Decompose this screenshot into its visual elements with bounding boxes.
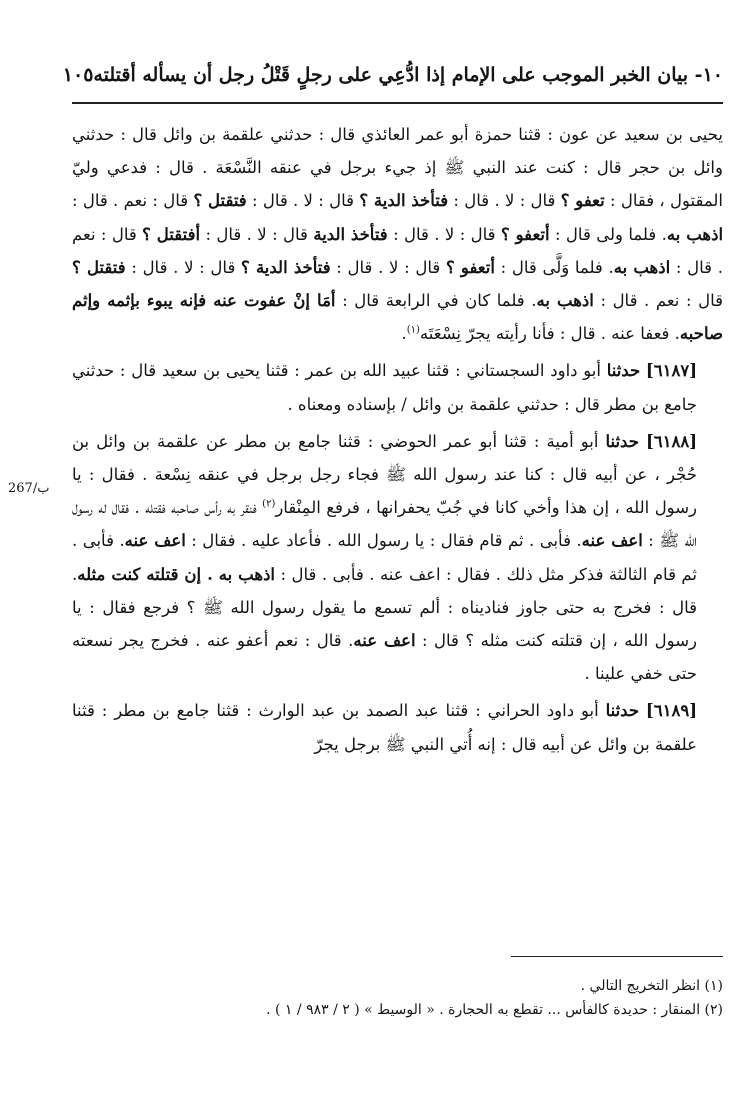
- hadith-number: [٦١٨٧]: [645, 361, 697, 381]
- footnote-ref-1[interactable]: (١): [406, 324, 420, 336]
- page-number: ١٠٥: [62, 64, 94, 86]
- footnote-2: (٢) المنقار : حديدة كالفأس ... تقطع به الحجارة . « الوسيط » ( ٢ / ٩٨٣ / ١ ) .: [266, 1002, 723, 1018]
- header-rule: [72, 102, 723, 104]
- hadith-6187: [٦١٨٧] حدثنا أبو داود السجستاني : قثنا عبيد الله بن عمر : قثنا يحيى بن سعيد قال : حدثني جامع بن مطر قال : حدثني علقمة بن وائل / بإسناده ومعناه .: [72, 361, 697, 414]
- hadith-number: [٦١٨٨]: [645, 431, 698, 451]
- hadith-6189: [٦١٨٩] حدثنا أبو داود الحراني : قثنا عبد الصمد بن عبد الوارث : قثنا جامع بن مطر : قثنا علقمة بن وائل عن أبيه قال : إنه أُتي النبي ﷺ برجل يجرّ: [72, 701, 697, 754]
- hadith-6188: [٦١٨٨] حدثنا أبو أمية : قثنا أبو عمر الحوضي : قثنا جامع بن مطر عن علقمة بن وائل بن حُجْر ، عن أبيه قال : كنا عند رسول الله ﷺ فجاء رجل برجل في عنقه نِسْعة . فقال : يا رسول الله ، إن هذا وأخي كانا في جُبّ يحفرانها ، فرفع المِنْقار$^{(٢)}$ فنقر به رأس صاحبه فقتله . فقال له رسول الله ﷺ : اعف عنه. فأبى . ثم قام فقال : يا رسول الله . فأعاد عليه . فقال : اعف عنه. فأبى . ثم قام الثالثة فذكر مثل ذلك . فقال : اعف عنه . فأبى . قال : اذهب به . إن قتلته كنت مثله. قال : فخرج به حتى جاوز فناديناه : ألم تسمع ما يقول رسول الله ﷺ ؟ فرجع فقال : يا رسول الله ، إن قتلته كنت مثله ؟ قال : اعف عنه. قال : نعم أعفو عنه . فخرج يجر نسعته حتى خفي علينا .: [72, 431, 698, 684]
- main-text: [72, 118, 723, 761]
- footnotes: [72, 974, 723, 1022]
- margin-folio-note: 267/ب: [8, 481, 50, 496]
- running-header: [62, 55, 723, 95]
- footnote-ref-2[interactable]: (٢): [262, 498, 276, 510]
- footnote-1: (١) انظر التخريج التالي .: [580, 978, 723, 994]
- chapter-title: ١٠- بيان الخبر الموجب على الإمام إذا ادُّعِي على رجلٍ قَتْلُ رجل أن يسأله أقتلته: [93, 64, 723, 86]
- footnote-separator: [511, 956, 723, 957]
- hadith-number: [٦١٨٩]: [645, 701, 697, 721]
- hadith-paragraph-1: يحيى بن سعيد عن عون : قثنا حمزة أبو عمر العائذي قال : حدثني علقمة بن وائل قال : حدثني وائل بن حجر قال : كنت عند النبي ﷺ إذ جيء برجل في عنقه النَّسْعَة . قال : فدعي وليّ المقتول ، فقال : تعفو ؟ قال : لا . قال : فتأخذ الدية ؟ قال : لا . قال : فتقتل ؟ قال : نعم . قال : اذهب به. فلما ولى قال : أتعفو ؟ قال : لا . قال : فتأخذ الدية قال : لا . قال : أفتقتل ؟ قال : نعم . قال : اذهب به. فلما وَلَّى قال : أتعفو ؟ قال : لا . قال : فتأخذ الدية ؟ قال : لا . قال : فتقتل ؟ قال : نعم . قال : اذهب به. فلما كان في الرابعة قال : أمَا إنْ عفوت عنه فإنه يبوء بإثمه وإثم صاحبه. فعفا عنه . قال : فأنا رأيته يجرّ نِسْعَتَه$^{(١)}$.: [72, 125, 724, 344]
